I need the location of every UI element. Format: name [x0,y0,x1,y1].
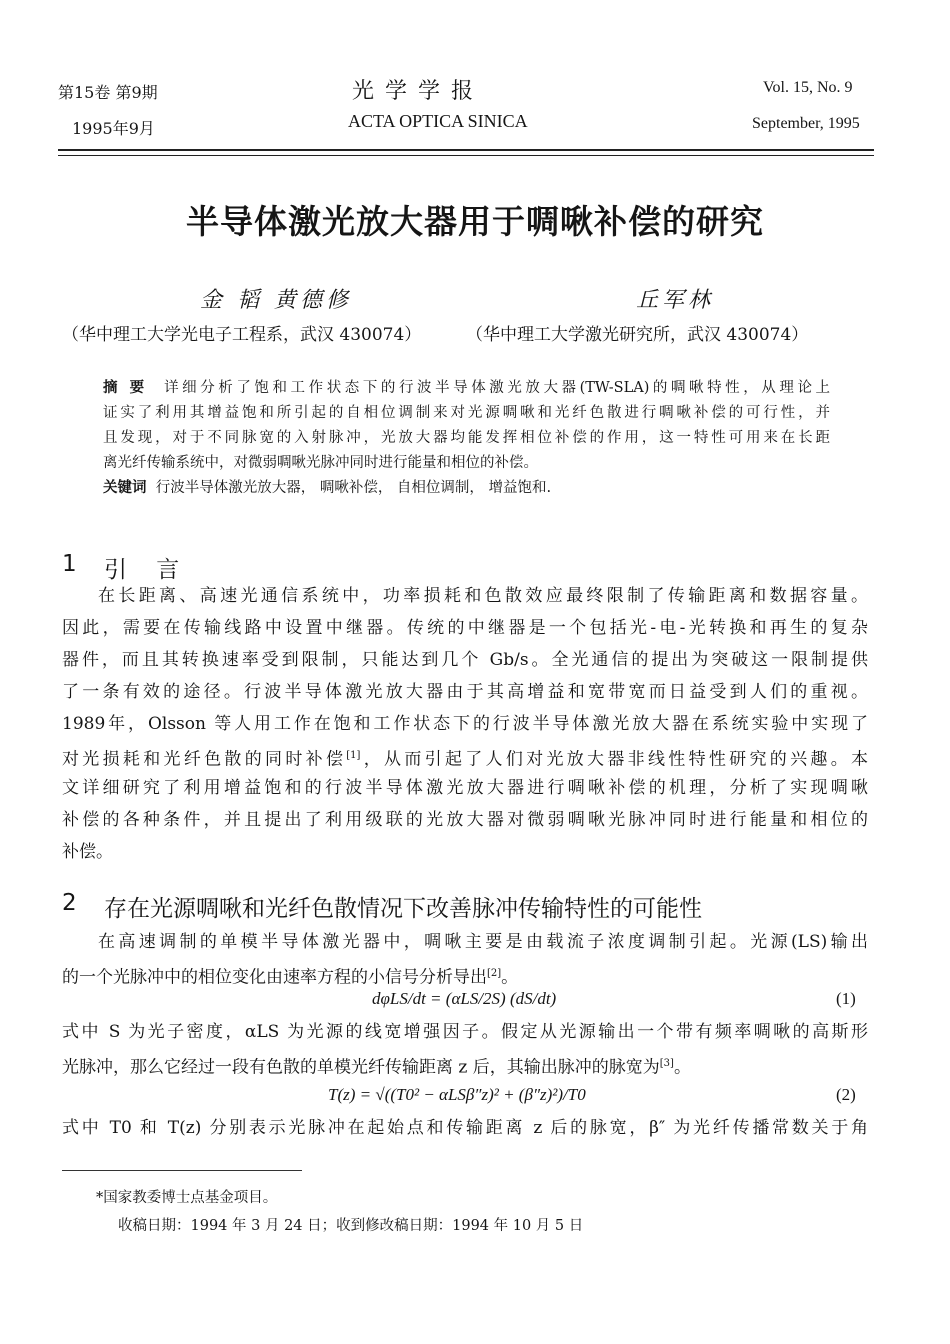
body-line: 对光损耗和光纤色散的同时补偿[1]，从而引起了人们对光放大器非线性特性研究的兴趣。本 [62,749,868,770]
body-line: 了一条有效的途径。行波半导体激光放大器由于其高增益和宽带宽而日益受到人们的重视。 [62,682,868,702]
body-line: 式中 S 为光子密度，αLS 为光源的线宽增强因子。假定从光源输出一个带有频率啁啾的高斯形 [62,1022,868,1042]
authors-group-1: 金 韬 黄德修 [200,288,352,313]
equation-1-number: (1) [836,989,856,1008]
equation-1: dφLS/dt = (αLS/2S) (dS/dt) [372,989,557,1008]
section-2-para-1 [62,926,868,990]
section-2-title: 存在光源啁啾和光纤色散情况下改善脉冲传输特性的可能性 [104,896,702,922]
body-line: 1989年，Olsson 等人用工作在饱和工作状态下的行波半导体激光放大器在系统实验中实现了 [62,714,868,734]
abstract [103,376,830,501]
abstract-line: 离光纤传输系统中，对微弱啁啾光脉冲同时进行能量和相位的补偿。 [103,455,538,471]
citation-ref: [1] [346,750,361,761]
paper-title: 半导体激光放大器用于啁啾补偿的研究 [186,202,764,241]
keywords-text: 行波半导体激光放大器， 啁啾补偿， 自相位调制， 增益饱和. [155,480,552,496]
citation-ref: [2] [487,968,502,979]
journal-date: 1995年9月 [72,119,155,138]
affiliation-2: （华中理工大学激光研究所，武汉 430074） [466,325,809,345]
body-line: 式中 T0 和 T(z) 分别表示光脉冲在起始点和传输距离 z 后的脉宽，β″ 为光纤传播常数关于角 [62,1118,868,1138]
body-line: 的一个光脉冲中的相位变化由速率方程的小信号分析导出[2]。 [62,967,519,988]
abstract-line: 证实了利用其增益饱和所引起的自相位调制来对光源啁啾和光纤色散进行啁啾补偿的可行性，并 [103,405,830,421]
body-line: 因此，需要在传输线路中设置中继器。传统的中继器是一个包括光-电-光转换和再生的复杂 [62,618,868,638]
equation-2-number: (2) [836,1085,856,1104]
keywords-line [103,476,830,501]
body-line: 器件，而且其转换速率受到限制，只能达到几个 Gb/s。全光通信的提出为突破这一限制提供 [62,650,868,670]
footnote-rule [62,1170,302,1171]
journal-month-en: September, 1995 [752,115,860,132]
abstract-line: 且发现，对于不同脉宽的入射脉冲，光放大器均能发挥相位补偿的作用，这一特性可用来在长距 [103,430,830,446]
section-2-number: 2 [62,890,77,916]
journal-vol-en: Vol. 15, No. 9 [763,79,853,96]
section-1-title: 引 言 [104,557,180,583]
abstract-line: 摘 要 详细分析了饱和工作状态下的行波半导体激光放大器(TW-SLA)的啁啾特性，从理论上 [103,380,830,396]
journal-volume-issue: 第15卷 第9期 [58,83,158,102]
footnote-dates: 收稿日期：1994 年 3 月 24 日；收到修改稿日期：1994 年 10 月 5 日 [118,1218,584,1234]
body-line: 光脉冲，那么它经过一段有色散的单模光纤传输距离 z 后，其输出脉冲的脉宽为[3]。 [62,1057,691,1078]
citation-ref: [3] [659,1058,674,1069]
body-line: 在长距离、高速光通信系统中，功率损耗和色散效应最终限制了传输距离和数据容量。 [98,586,868,606]
body-line: 在高速调制的单模半导体激光器中，啁啾主要是由载流子浓度调制引起。光源(LS)输出 [98,932,868,952]
section-1-number: 1 [62,551,77,577]
keywords-label: 关键词 [103,480,147,496]
header-rule-thin [58,155,874,156]
affiliation-1: （华中理工大学光电子工程系，武汉 430074） [62,325,422,345]
body-line: 补偿。 [62,842,113,862]
journal-name-cn: 光 学 学 报 [352,79,475,104]
abstract-label: 摘 要 [103,380,148,396]
journal-name-en: ACTA OPTICA SINICA [348,111,528,131]
footnote-funding: *国家教委博士点基金项目。 [96,1190,278,1206]
section-2-para-2 [62,1016,868,1080]
body-line: 补偿的各种条件，并且提出了利用级联的光放大器对微弱啁啾光脉冲同时进行能量和相位的 [62,810,868,830]
authors-group-2: 丘军林 [636,288,715,313]
header-rule-thick [58,149,874,151]
section-1-body [62,580,868,868]
equation-2: T(z) = √((T0² − αLSβ″z)² + (β″z)²)/T0 [328,1085,586,1104]
body-line: 文详细研究了利用增益饱和的行波半导体激光放大器进行啁啾补偿的机理，分析了实现啁啾 [62,778,868,798]
section-2-para-3 [62,1112,868,1144]
